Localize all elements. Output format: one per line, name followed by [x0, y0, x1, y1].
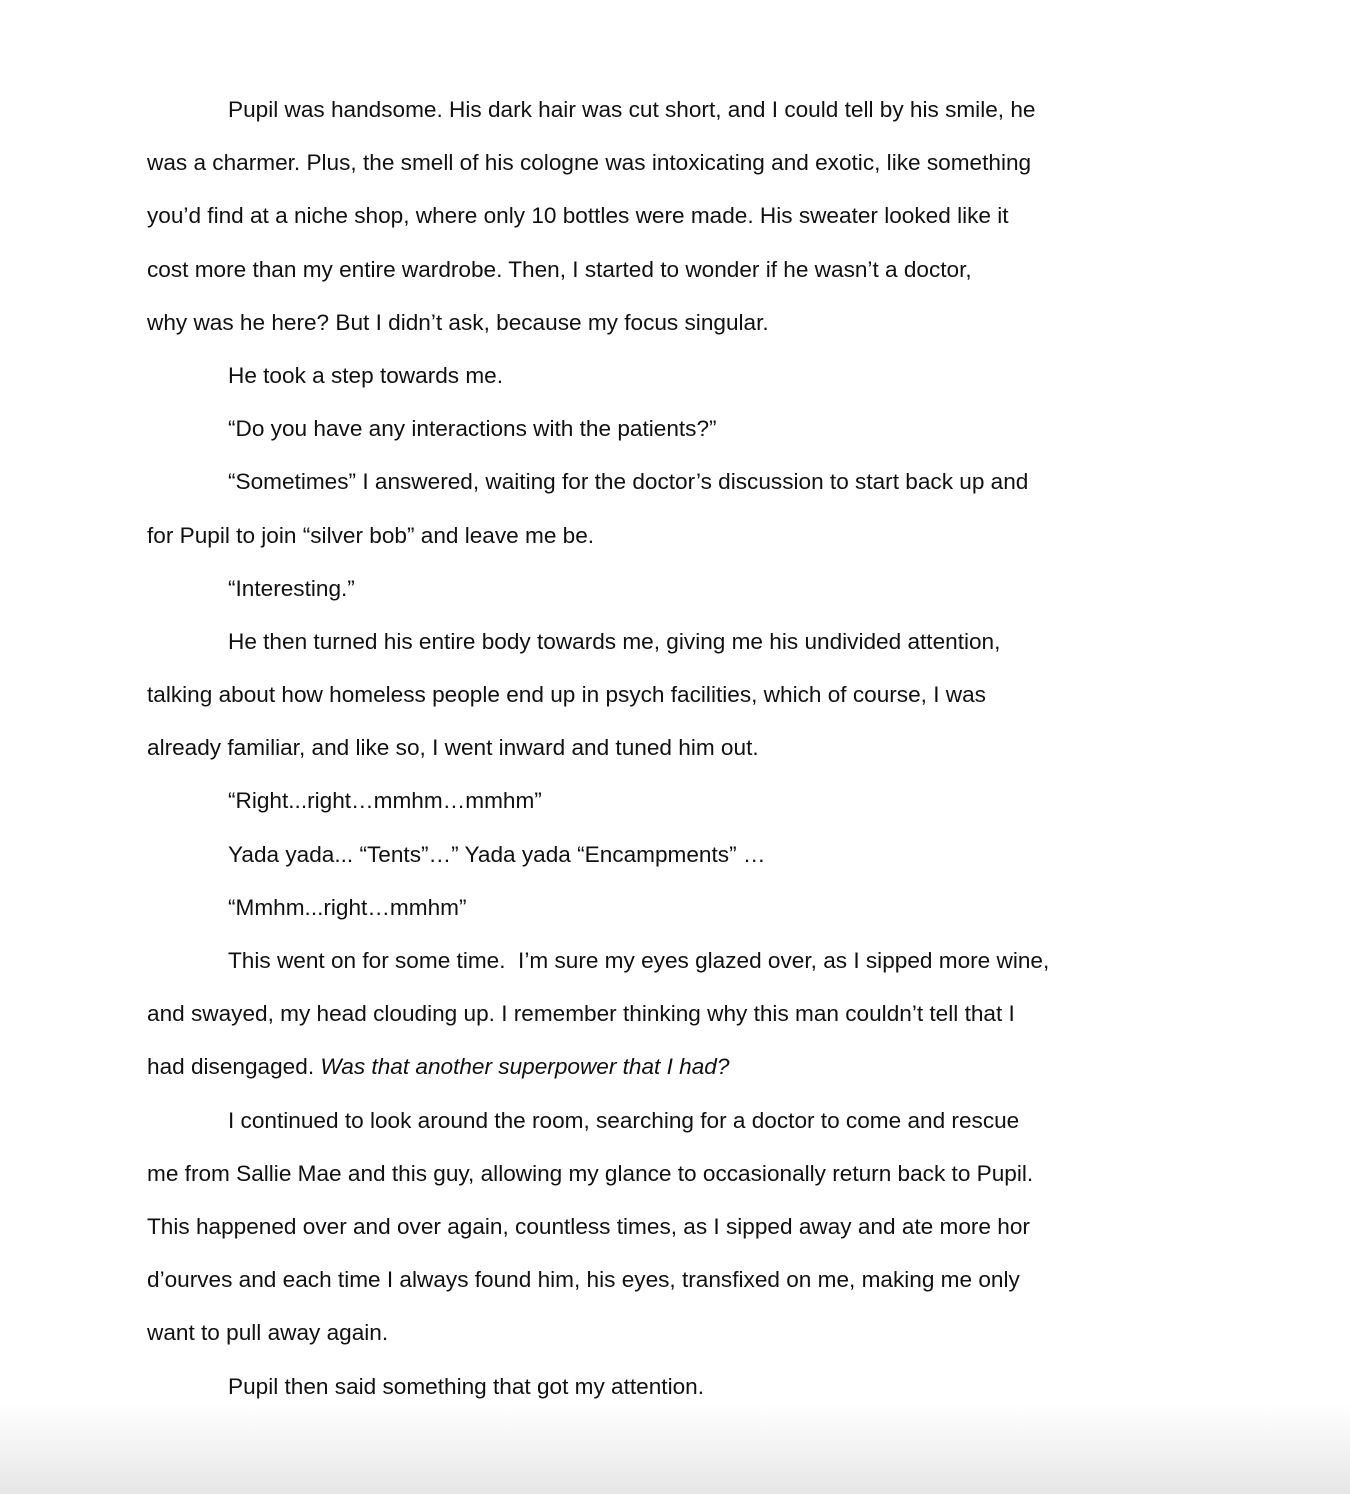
- paragraph: [147, 562, 1227, 615]
- text-line: “Mmhm...right…mmhm”: [228, 894, 467, 920]
- text-segment: had disengaged.: [147, 1054, 321, 1080]
- paragraph: [147, 881, 1227, 934]
- text-line: d’ourves and each time I always found him, his eyes, transfixed on me, making me only: [147, 1267, 1020, 1293]
- text-line: for Pupil to join “silver bob” and leave me be.: [147, 522, 595, 548]
- text-line: “Interesting.”: [228, 575, 355, 601]
- text-line: This went on for some time. I’m sure my eyes glazed over, as I sipped more wine,: [228, 948, 1050, 973]
- paragraph: [147, 934, 1227, 1094]
- text-line: He took a step towards me.: [228, 362, 504, 388]
- text-line: and swayed, my head clouding up. I remember thinking why this man couldn’t tell that I: [147, 1001, 1015, 1027]
- text-line: want to pull away again.: [147, 1320, 389, 1346]
- text-line: cost more than my entire wardrobe. Then, I started to wonder if he wasn’t a doctor,: [147, 256, 972, 282]
- paragraph: [147, 774, 1227, 827]
- paragraph: [147, 349, 1227, 402]
- text-line: “Right...right…mmhm…mmhm”: [228, 788, 542, 814]
- text-line: Pupil was handsome. His dark hair was cut short, and I could tell by his smile, he: [228, 97, 1036, 122]
- text-line: me from Sallie Mae and this guy, allowing my glance to occasionally return back to Pupil.: [147, 1160, 1034, 1186]
- text-line: He then turned his entire body towards me, giving me his undivided attention,: [228, 628, 1001, 654]
- text-line: was a charmer. Plus, the smell of his cologne was intoxicating and exotic, like something: [147, 150, 1032, 176]
- text-line: already familiar, and like so, I went inward and tuned him out.: [147, 735, 759, 761]
- document-body: [147, 83, 1227, 1413]
- text-line: [147, 1040, 1227, 1093]
- text-line: you’d find at a niche shop, where only 10 bottles were made. His sweater looked like it: [147, 203, 1009, 229]
- paragraph: [147, 1094, 1227, 1360]
- text-line: why was he here? But I didn’t ask, because my focus singular.: [147, 309, 769, 335]
- text-line: I continued to look around the room, searching for a doctor to come and rescue: [228, 1107, 1020, 1133]
- italic-text: Was that another superpower that I had?: [320, 1054, 730, 1080]
- text-line: “Sometimes” I answered, waiting for the doctor’s discussion to start back up and: [228, 469, 1029, 495]
- text-line: This happened over and over again, countless times, as I sipped away and ate more hor: [147, 1213, 1030, 1239]
- text-line: Pupil then said something that got my attention.: [228, 1373, 705, 1399]
- paragraph: [147, 455, 1227, 561]
- text-line: Yada yada... “Tents”…” Yada yada “Encampments” …: [228, 841, 766, 867]
- text-line: “Do you have any interactions with the patients?”: [228, 416, 717, 442]
- paragraph: [147, 615, 1227, 775]
- paragraph: [147, 83, 1227, 349]
- text-line: talking about how homeless people end up in psych facilities, which of course, I was: [147, 682, 986, 708]
- paragraph: [147, 402, 1227, 455]
- page-bottom-shadow: [0, 1404, 1350, 1494]
- paragraph: [147, 828, 1227, 881]
